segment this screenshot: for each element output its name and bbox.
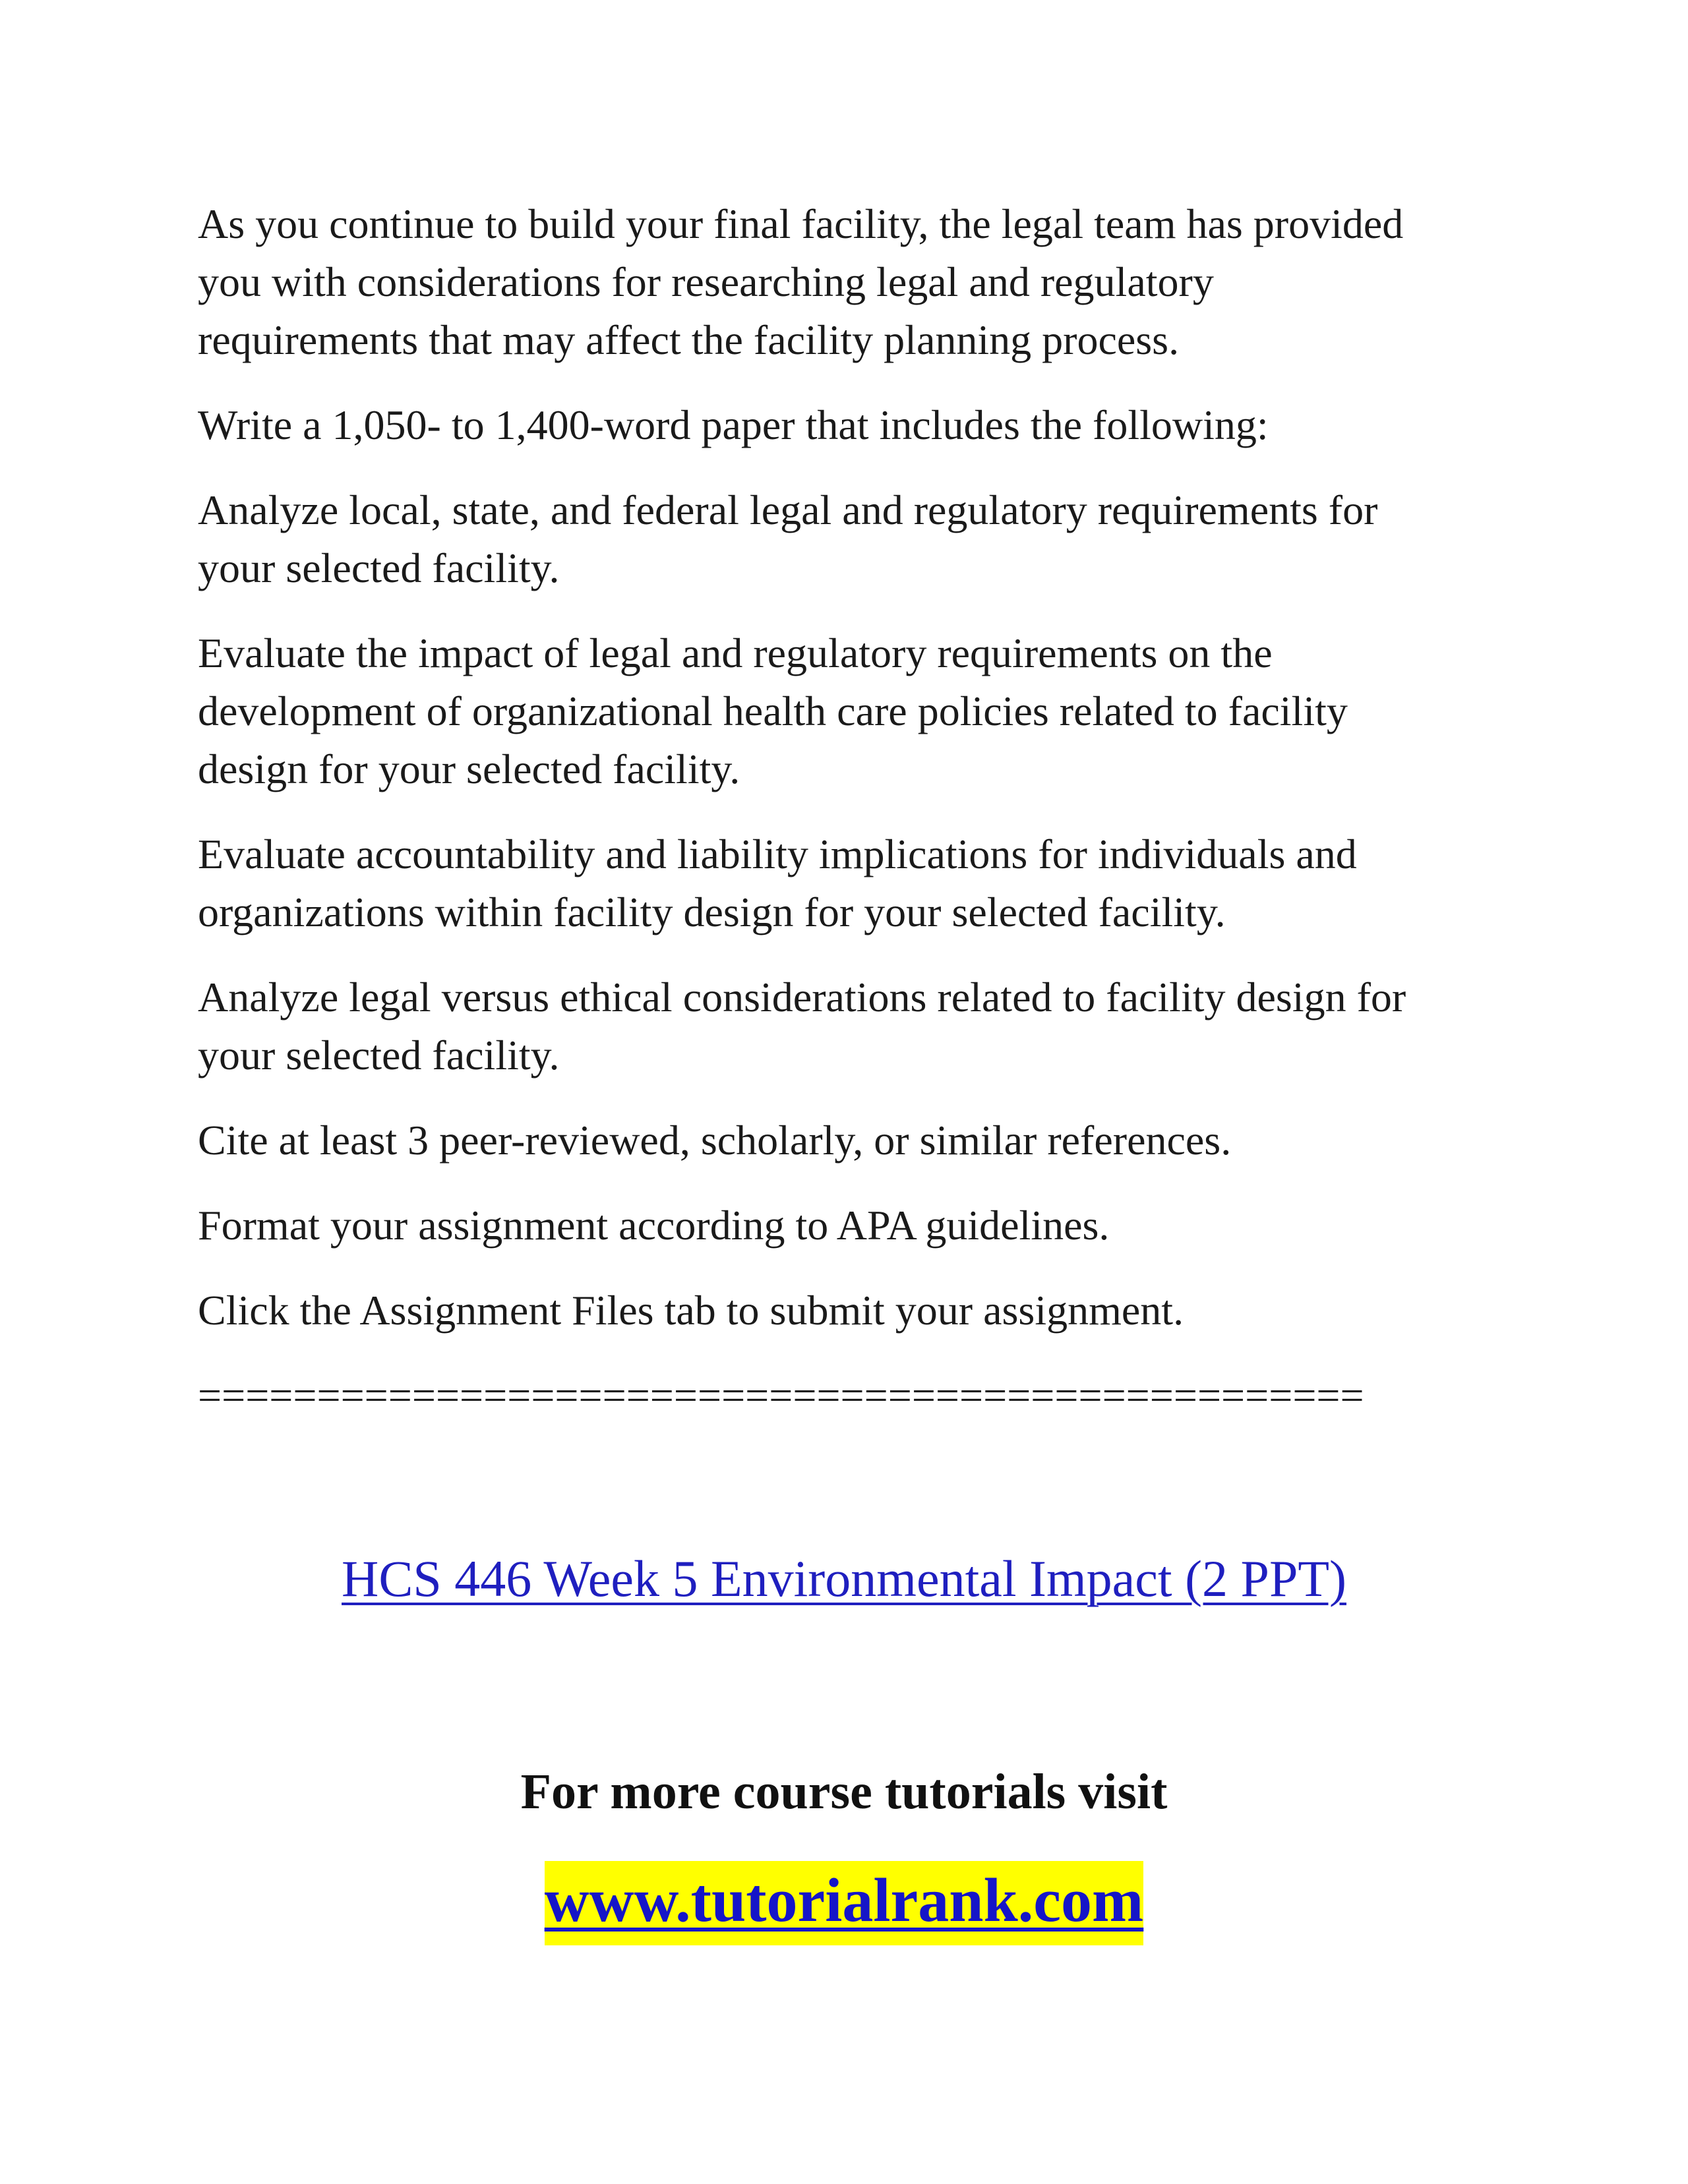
paragraph-evaluate-impact — [198, 624, 1510, 798]
paragraph-line: Analyze local, state, and federal legal and regulatory requirements for — [198, 487, 1378, 533]
site-link-wrapper — [0, 1861, 1688, 1945]
paragraph-line: requirements that may affect the facility planning process. — [198, 316, 1180, 363]
site-link[interactable]: www.tutorialrank.com — [544, 1866, 1144, 1935]
paragraph-line: Click the Assignment Files tab to submit your assignment. — [198, 1287, 1184, 1334]
paragraph-line: Analyze legal versus ethical considerations related to facility design for — [198, 974, 1406, 1020]
paragraph-line: Evaluate accountability and liability implications for individuals and — [198, 831, 1357, 877]
paragraph-word-count — [198, 396, 1510, 454]
paragraph-submit — [198, 1282, 1510, 1340]
paragraph-line: you with considerations for researching legal and regulatory — [198, 258, 1214, 305]
paragraph-line: design for your selected facility. — [198, 746, 740, 792]
course-link[interactable]: HCS 446 Week 5 Environmental Impact (2 PPT) — [342, 1550, 1346, 1607]
paragraph-apa-format — [198, 1196, 1510, 1254]
separator-line: ================================================= — [198, 1372, 1364, 1419]
paragraph-legal-vs-ethical — [198, 968, 1510, 1084]
promo-text: For more course tutorials visit — [520, 1764, 1168, 1819]
paragraph-line: Format your assignment according to APA guidelines. — [198, 1202, 1110, 1249]
paragraph-line: As you continue to build your final facility, the legal team has provided — [198, 200, 1404, 247]
paragraph-line: your selected facility. — [198, 545, 560, 591]
paragraph-line: organizations within facility design for your selected facility. — [198, 889, 1226, 935]
paragraph-intro — [198, 195, 1510, 369]
course-link-heading — [0, 1543, 1688, 1615]
site-link-highlight — [545, 1861, 1144, 1945]
paragraph-line: Evaluate the impact of legal and regulatory requirements on the — [198, 630, 1273, 676]
paragraph-evaluate-accountability — [198, 825, 1510, 941]
assignment-body — [198, 195, 1510, 1425]
paragraph-line: development of organizational health care policies related to facility — [198, 688, 1348, 734]
paragraph-cite-references — [198, 1111, 1510, 1169]
paragraph-line: your selected facility. — [198, 1032, 560, 1078]
paragraph-line: Cite at least 3 peer-reviewed, scholarly, or similar references. — [198, 1117, 1232, 1164]
paragraph-line: Write a 1,050- to 1,400-word paper that includes the following: — [198, 401, 1269, 448]
paragraph-analyze-requirements — [198, 481, 1510, 597]
